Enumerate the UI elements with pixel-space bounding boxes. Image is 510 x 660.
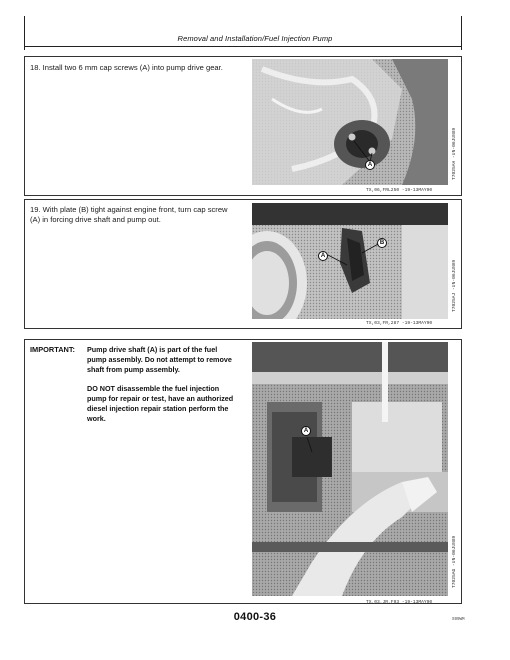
right-margin-rule (461, 16, 462, 50)
page-header-title: Removal and Installation/Fuel Injection Pump (177, 34, 333, 43)
important-photo (252, 342, 448, 596)
step-19-caption: TX,03,FR,287 -19-13MAY90 (366, 321, 433, 326)
important-caption: TX,03,JR,F93 -19-13MAY90 (366, 600, 433, 605)
step-18-photo (252, 59, 448, 185)
step-18-text: 18. Install two 6 mm cap screws (A) into pump drive gear. (30, 63, 223, 72)
page-number: 0400-36 (233, 611, 277, 623)
step-19-text: 19. With plate (B) tight against engine front, turn cap screw (A) in forcing drive shaft and pump out. (30, 205, 228, 224)
header-rule (24, 46, 462, 47)
step-19-photo (252, 203, 448, 319)
important-text: Pump drive shaft (A) is part of the fuel pump assembly. Do not attempt to remove shaft from pump assembly. (87, 345, 232, 374)
important-label: IMPORTANT: (30, 345, 76, 354)
step-18-callout-a: A (365, 160, 375, 170)
step-19-callout-a: A (318, 251, 328, 261)
important-callout-a: A (301, 426, 311, 436)
left-margin-rule (24, 16, 25, 50)
important-figure-code: T7025AG -UN-06JUN89 (452, 535, 457, 588)
step-18-figure-code: T7025AH -UN-06JUN89 (452, 127, 457, 180)
step-18-caption: TX,06,FRL250 -19-13MAY90 (366, 188, 433, 193)
corner-code: S99WM (452, 618, 465, 622)
important-text-2: DO NOT disassemble the fuel injection pump for repair or test, have an authorized diesel injection repair station perform the work. (87, 384, 234, 423)
step-19-callout-b: B (377, 238, 387, 248)
step-19-figure-code: T7025AJ -UN-06JUN89 (452, 259, 457, 312)
